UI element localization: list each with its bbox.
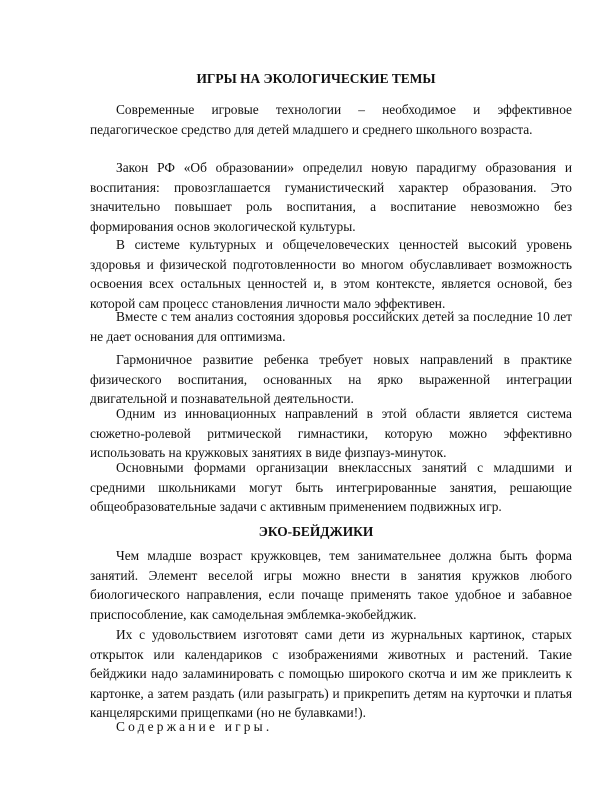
- game-content-label: Содержание игры.: [116, 719, 273, 734]
- paragraph-law: Закон РФ «Об образовании» определил новую парадигму образования и воспитания: провозглашается гуманистический характер образования. Это значительно повышает роль воспитания, а воспитание невозможно без формирования основ экологической культуры.: [90, 160, 572, 234]
- paragraph-forms: Основными формами организации внеклассных занятий с младшими и средними школьниками могут быть интегрированные занятия, решающие общеобразовательные задачи с активным применением подвижных игр.: [90, 460, 572, 515]
- paragraph-innovation: Одним из инновационных направлений в этой области является система сюжетно-ролевой ритмической гимнастики, которую можно эффективно использовать на кружковых занятиях в виде физпауз-минуток.: [90, 406, 572, 461]
- paragraph-values: В системе культурных и общечеловеческих ценностей высокий уровень здоровья и физической подготовленности во многом обуславливает возможность освоения всех остальных ценностей и, в этом контексте, является основой, без которой сам процесс становления личности мало эффективен.: [90, 237, 572, 311]
- document-title: ИГРЫ НА ЭКОЛОГИЧЕСКИЕ ТЕМЫ: [196, 71, 436, 86]
- paragraph-badges-making: Их с удовольствием изготовят сами дети из журнальных картинок, старых открыток или календариков с изображениями животных и растений. Такие бейджики надо заламинировать с помощью широкого скотча и им же приклеить к картонке, а затем раздать (или разыграть) и прикрепить детям на курточки и платья канцелярскими прищепками (но не булавками!).: [90, 627, 572, 721]
- paragraph-intro: Современные игровые технологии – необходимое и эффективное педагогическое средство для детей младшего и среднего школьного возраста.: [90, 102, 572, 137]
- paragraph-development: Гармоничное развитие ребенка требует новых направлений в практике физического воспитания, основанных на ярко выраженной интеграции двигательной и познавательной деятельности.: [90, 352, 572, 407]
- paragraph-badges-intro: Чем младше возраст кружковцев, тем занимательнее должна быть форма занятий. Элемент веселой игры можно внести в занятия кружков любого биологического направления, если почаще применять такое удобное и забавное приспособление, как самодельная эмблемка-экобейджик.: [90, 548, 572, 622]
- paragraph-health: Вместе с тем анализ состояния здоровья российских детей за последние 10 лет не дает основания для оптимизма.: [90, 309, 572, 344]
- section-subtitle: ЭКО-БЕЙДЖИКИ: [258, 524, 374, 539]
